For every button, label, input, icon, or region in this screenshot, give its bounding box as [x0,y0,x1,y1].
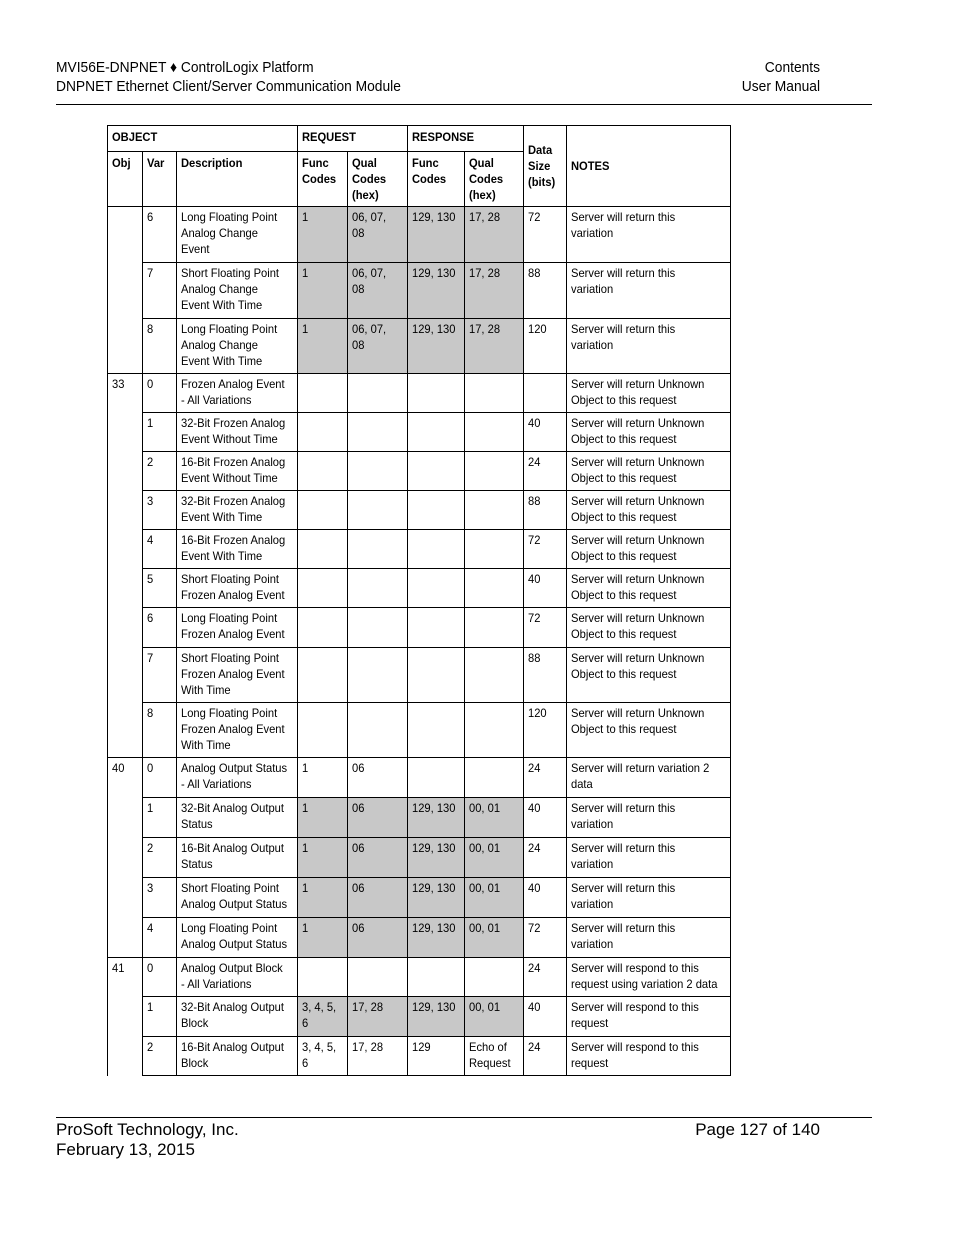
cell-notes: Server will return Unknown Object to this request [567,703,731,758]
table-row [108,798,731,838]
table-row [108,491,731,530]
cell-request-qual: 17, 28 [348,997,408,1037]
cell-response-qual: 17, 28 [465,207,524,263]
cell-response-qual [465,648,524,703]
cell-response-func [408,530,465,569]
cell-var: 7 [143,263,177,319]
cell-data-size: 88 [524,491,567,530]
cell-var: 8 [143,703,177,758]
cell-request-func [298,703,348,758]
col-header-var: Var [143,152,177,207]
cell-response-qual: 00, 01 [465,838,524,878]
cell-response-func: 129, 130 [408,319,465,374]
cell-response-func [408,758,465,798]
cell-description: 32-Bit Frozen Analog Event With Time [177,491,298,530]
cell-response-func: 129, 130 [408,263,465,319]
cell-request-qual [348,703,408,758]
table-row [108,703,731,758]
cell-data-size: 72 [524,530,567,569]
cell-notes: Server will return this variation [567,207,731,263]
col-header-obj: Obj [108,152,143,207]
cell-description: Short Floating Point Analog Change Event With Time [177,263,298,319]
cell-request-func: 1 [298,878,348,918]
cell-response-func: 129, 130 [408,878,465,918]
cell-data-size: 88 [524,648,567,703]
cell-response-qual [465,703,524,758]
group-header-object: OBJECT [108,126,298,152]
cell-var: 6 [143,608,177,648]
cell-request-qual [348,413,408,452]
cell-response-func: 129, 130 [408,997,465,1037]
cell-response-func: 129, 130 [408,207,465,263]
cell-response-func [408,413,465,452]
cell-description: 32-Bit Analog Output Block [177,997,298,1037]
cell-var: 1 [143,413,177,452]
cell-notes: Server will return Unknown Object to this request [567,413,731,452]
table-row [108,530,731,569]
cell-notes: Server will return this variation [567,838,731,878]
header-module-title: DNPNET Ethernet Client/Server Communication Module [56,78,401,95]
table-row [108,569,731,608]
cell-response-func [408,452,465,491]
cell-request-qual: 06, 07, 08 [348,263,408,319]
running-footer-left [56,1120,239,1160]
cell-data-size: 24 [524,452,567,491]
cell-request-qual: 06 [348,758,408,798]
cell-data-size: 72 [524,608,567,648]
cell-data-size: 88 [524,263,567,319]
cell-data-size: 72 [524,207,567,263]
cell-notes: Server will return this variation [567,263,731,319]
header-section: Contents [764,59,820,76]
cell-response-qual: 00, 01 [465,918,524,958]
table-body [108,207,731,1076]
cell-request-func [298,648,348,703]
cell-var: 5 [143,569,177,608]
cell-obj [108,838,143,878]
cell-request-func: 1 [298,758,348,798]
cell-var: 1 [143,798,177,838]
cell-var: 3 [143,491,177,530]
cell-obj [108,878,143,918]
cell-var: 6 [143,207,177,263]
cell-description: Long Floating Point Analog Change Event [177,207,298,263]
cell-obj [108,569,143,608]
cell-request-qual [348,569,408,608]
table-group-header-row [108,126,731,152]
running-footer-right [695,1120,820,1140]
table-row [108,263,731,319]
cell-notes: Server will return this variation [567,878,731,918]
cell-request-func: 1 [298,319,348,374]
cell-description: 32-Bit Analog Output Status [177,798,298,838]
col-header-data-size: Data Size (bits) [524,126,567,207]
cell-description: Long Floating Point Frozen Analog Event With Time [177,703,298,758]
cell-description: Long Floating Point Analog Output Status [177,918,298,958]
cell-response-func: 129, 130 [408,798,465,838]
cell-notes: Server will return Unknown Object to this request [567,374,731,413]
cell-notes: Server will return this variation [567,918,731,958]
cell-data-size: 40 [524,878,567,918]
table-row [108,758,731,798]
running-header-left [56,58,401,96]
cell-data-size: 40 [524,798,567,838]
cell-request-func [298,491,348,530]
cell-obj [108,798,143,838]
cell-response-func: 129, 130 [408,838,465,878]
cell-description: Analog Output Status - All Variations [177,758,298,798]
cell-request-func [298,958,348,997]
table-row [108,452,731,491]
cell-description: Long Floating Point Analog Change Event With Time [177,319,298,374]
cell-notes: Server will respond to this request [567,997,731,1037]
table-row [108,374,731,413]
cell-data-size: 120 [524,703,567,758]
table-row [108,207,731,263]
cell-response-qual [465,569,524,608]
cell-request-func [298,608,348,648]
table-row [108,958,731,997]
cell-obj: 41 [108,958,143,997]
cell-request-qual [348,608,408,648]
cell-request-func: 3, 4, 5, 6 [298,1037,348,1076]
table-row [108,838,731,878]
cell-request-qual: 06, 07, 08 [348,319,408,374]
table-row [108,997,731,1037]
cell-data-size: 72 [524,918,567,958]
cell-var: 4 [143,918,177,958]
table-row [108,319,731,374]
cell-obj [108,452,143,491]
cell-response-qual: Echo of Request [465,1037,524,1076]
cell-response-func: 129 [408,1037,465,1076]
header-divider [56,104,872,105]
cell-notes: Server will return this variation [567,798,731,838]
cell-request-func [298,530,348,569]
cell-request-qual [348,648,408,703]
cell-notes: Server will respond to this request [567,1037,731,1076]
cell-response-qual [465,530,524,569]
dnp-object-table [107,125,731,1076]
cell-obj [108,413,143,452]
cell-notes: Server will return this variation [567,319,731,374]
cell-data-size: 24 [524,838,567,878]
cell-description: Short Floating Point Analog Output Status [177,878,298,918]
cell-request-qual: 06, 07, 08 [348,207,408,263]
cell-response-qual [465,758,524,798]
cell-obj [108,530,143,569]
col-header-request-qual: Qual Codes (hex) [348,152,408,207]
cell-notes: Server will return Unknown Object to this request [567,648,731,703]
cell-request-func: 1 [298,207,348,263]
cell-obj [108,319,143,374]
cell-obj [108,918,143,958]
cell-response-func [408,491,465,530]
cell-data-size: 24 [524,758,567,798]
cell-response-func [408,648,465,703]
cell-description: Short Floating Point Frozen Analog Event With Time [177,648,298,703]
table-row [108,878,731,918]
cell-response-func [408,703,465,758]
cell-var: 4 [143,530,177,569]
cell-var: 2 [143,1037,177,1076]
cell-request-func: 1 [298,798,348,838]
col-header-request-func: Func Codes [298,152,348,207]
cell-notes: Server will return Unknown Object to this request [567,569,731,608]
cell-notes: Server will return Unknown Object to this request [567,452,731,491]
col-header-description: Description [177,152,298,207]
table-row [108,918,731,958]
cell-request-func: 1 [298,263,348,319]
table-row [108,1037,731,1076]
cell-response-qual [465,374,524,413]
cell-request-qual: 17, 28 [348,1037,408,1076]
cell-description: Frozen Analog Event - All Variations [177,374,298,413]
cell-var: 8 [143,319,177,374]
table-row [108,608,731,648]
cell-notes: Server will respond to this request using variation 2 data [567,958,731,997]
cell-response-qual [465,958,524,997]
cell-var: 2 [143,838,177,878]
cell-obj [108,1037,143,1076]
cell-request-func [298,374,348,413]
cell-request-qual: 06 [348,918,408,958]
cell-request-qual [348,958,408,997]
cell-request-qual [348,530,408,569]
cell-request-qual [348,452,408,491]
footer-date: February 13, 2015 [56,1140,195,1159]
cell-data-size: 120 [524,319,567,374]
cell-var: 7 [143,648,177,703]
cell-notes: Server will return Unknown Object to this request [567,491,731,530]
cell-response-qual [465,608,524,648]
footer-page-number: Page 127 of 140 [695,1120,820,1139]
header-product-line: MVI56E-DNPNET ♦ ControlLogix Platform [56,59,314,76]
table-row [108,413,731,452]
cell-request-qual: 06 [348,838,408,878]
cell-var: 0 [143,958,177,997]
cell-request-func [298,452,348,491]
cell-response-qual [465,413,524,452]
footer-divider [56,1117,872,1118]
cell-data-size [524,374,567,413]
cell-response-qual: 00, 01 [465,798,524,838]
cell-description: Short Floating Point Frozen Analog Event [177,569,298,608]
cell-obj [108,608,143,648]
cell-notes: Server will return variation 2 data [567,758,731,798]
cell-data-size: 24 [524,1037,567,1076]
col-header-notes: NOTES [567,126,731,207]
cell-data-size: 40 [524,413,567,452]
cell-obj [108,207,143,263]
cell-response-func [408,569,465,608]
col-header-response-func: Func Codes [408,152,465,207]
cell-var: 3 [143,878,177,918]
cell-request-qual: 06 [348,878,408,918]
cell-description: Long Floating Point Frozen Analog Event [177,608,298,648]
cell-obj: 40 [108,758,143,798]
group-header-request: REQUEST [298,126,408,152]
header-manual: User Manual [741,78,820,95]
cell-request-qual: 06 [348,798,408,838]
cell-response-func: 129, 130 [408,918,465,958]
cell-var: 0 [143,758,177,798]
footer-company: ProSoft Technology, Inc. [56,1120,239,1139]
cell-data-size: 40 [524,569,567,608]
cell-description: Analog Output Block - All Variations [177,958,298,997]
cell-response-qual: 17, 28 [465,319,524,374]
cell-obj [108,997,143,1037]
cell-obj [108,491,143,530]
cell-description: 16-Bit Frozen Analog Event Without Time [177,452,298,491]
cell-var: 1 [143,997,177,1037]
cell-data-size: 24 [524,958,567,997]
cell-var: 0 [143,374,177,413]
cell-response-qual: 00, 01 [465,878,524,918]
cell-response-func [408,958,465,997]
cell-description: 16-Bit Frozen Analog Event With Time [177,530,298,569]
group-header-response: RESPONSE [408,126,524,152]
cell-notes: Server will return Unknown Object to this request [567,530,731,569]
cell-obj: 33 [108,374,143,413]
cell-response-qual: 00, 01 [465,997,524,1037]
table-row [108,648,731,703]
cell-description: 16-Bit Analog Output Block [177,1037,298,1076]
cell-request-func [298,569,348,608]
cell-response-qual [465,491,524,530]
cell-obj [108,263,143,319]
cell-request-func [298,413,348,452]
cell-response-func [408,608,465,648]
cell-description: 16-Bit Analog Output Status [177,838,298,878]
running-header-right [742,58,820,96]
cell-obj [108,703,143,758]
col-header-response-qual: Qual Codes (hex) [465,152,524,207]
cell-response-qual: 17, 28 [465,263,524,319]
cell-response-qual [465,452,524,491]
cell-request-func: 3, 4, 5, 6 [298,997,348,1037]
cell-data-size: 40 [524,997,567,1037]
cell-request-func: 1 [298,918,348,958]
cell-notes: Server will return Unknown Object to this request [567,608,731,648]
cell-response-func [408,374,465,413]
cell-var: 2 [143,452,177,491]
cell-request-qual [348,374,408,413]
cell-request-qual [348,491,408,530]
cell-request-func: 1 [298,838,348,878]
cell-description: 32-Bit Frozen Analog Event Without Time [177,413,298,452]
cell-obj [108,648,143,703]
